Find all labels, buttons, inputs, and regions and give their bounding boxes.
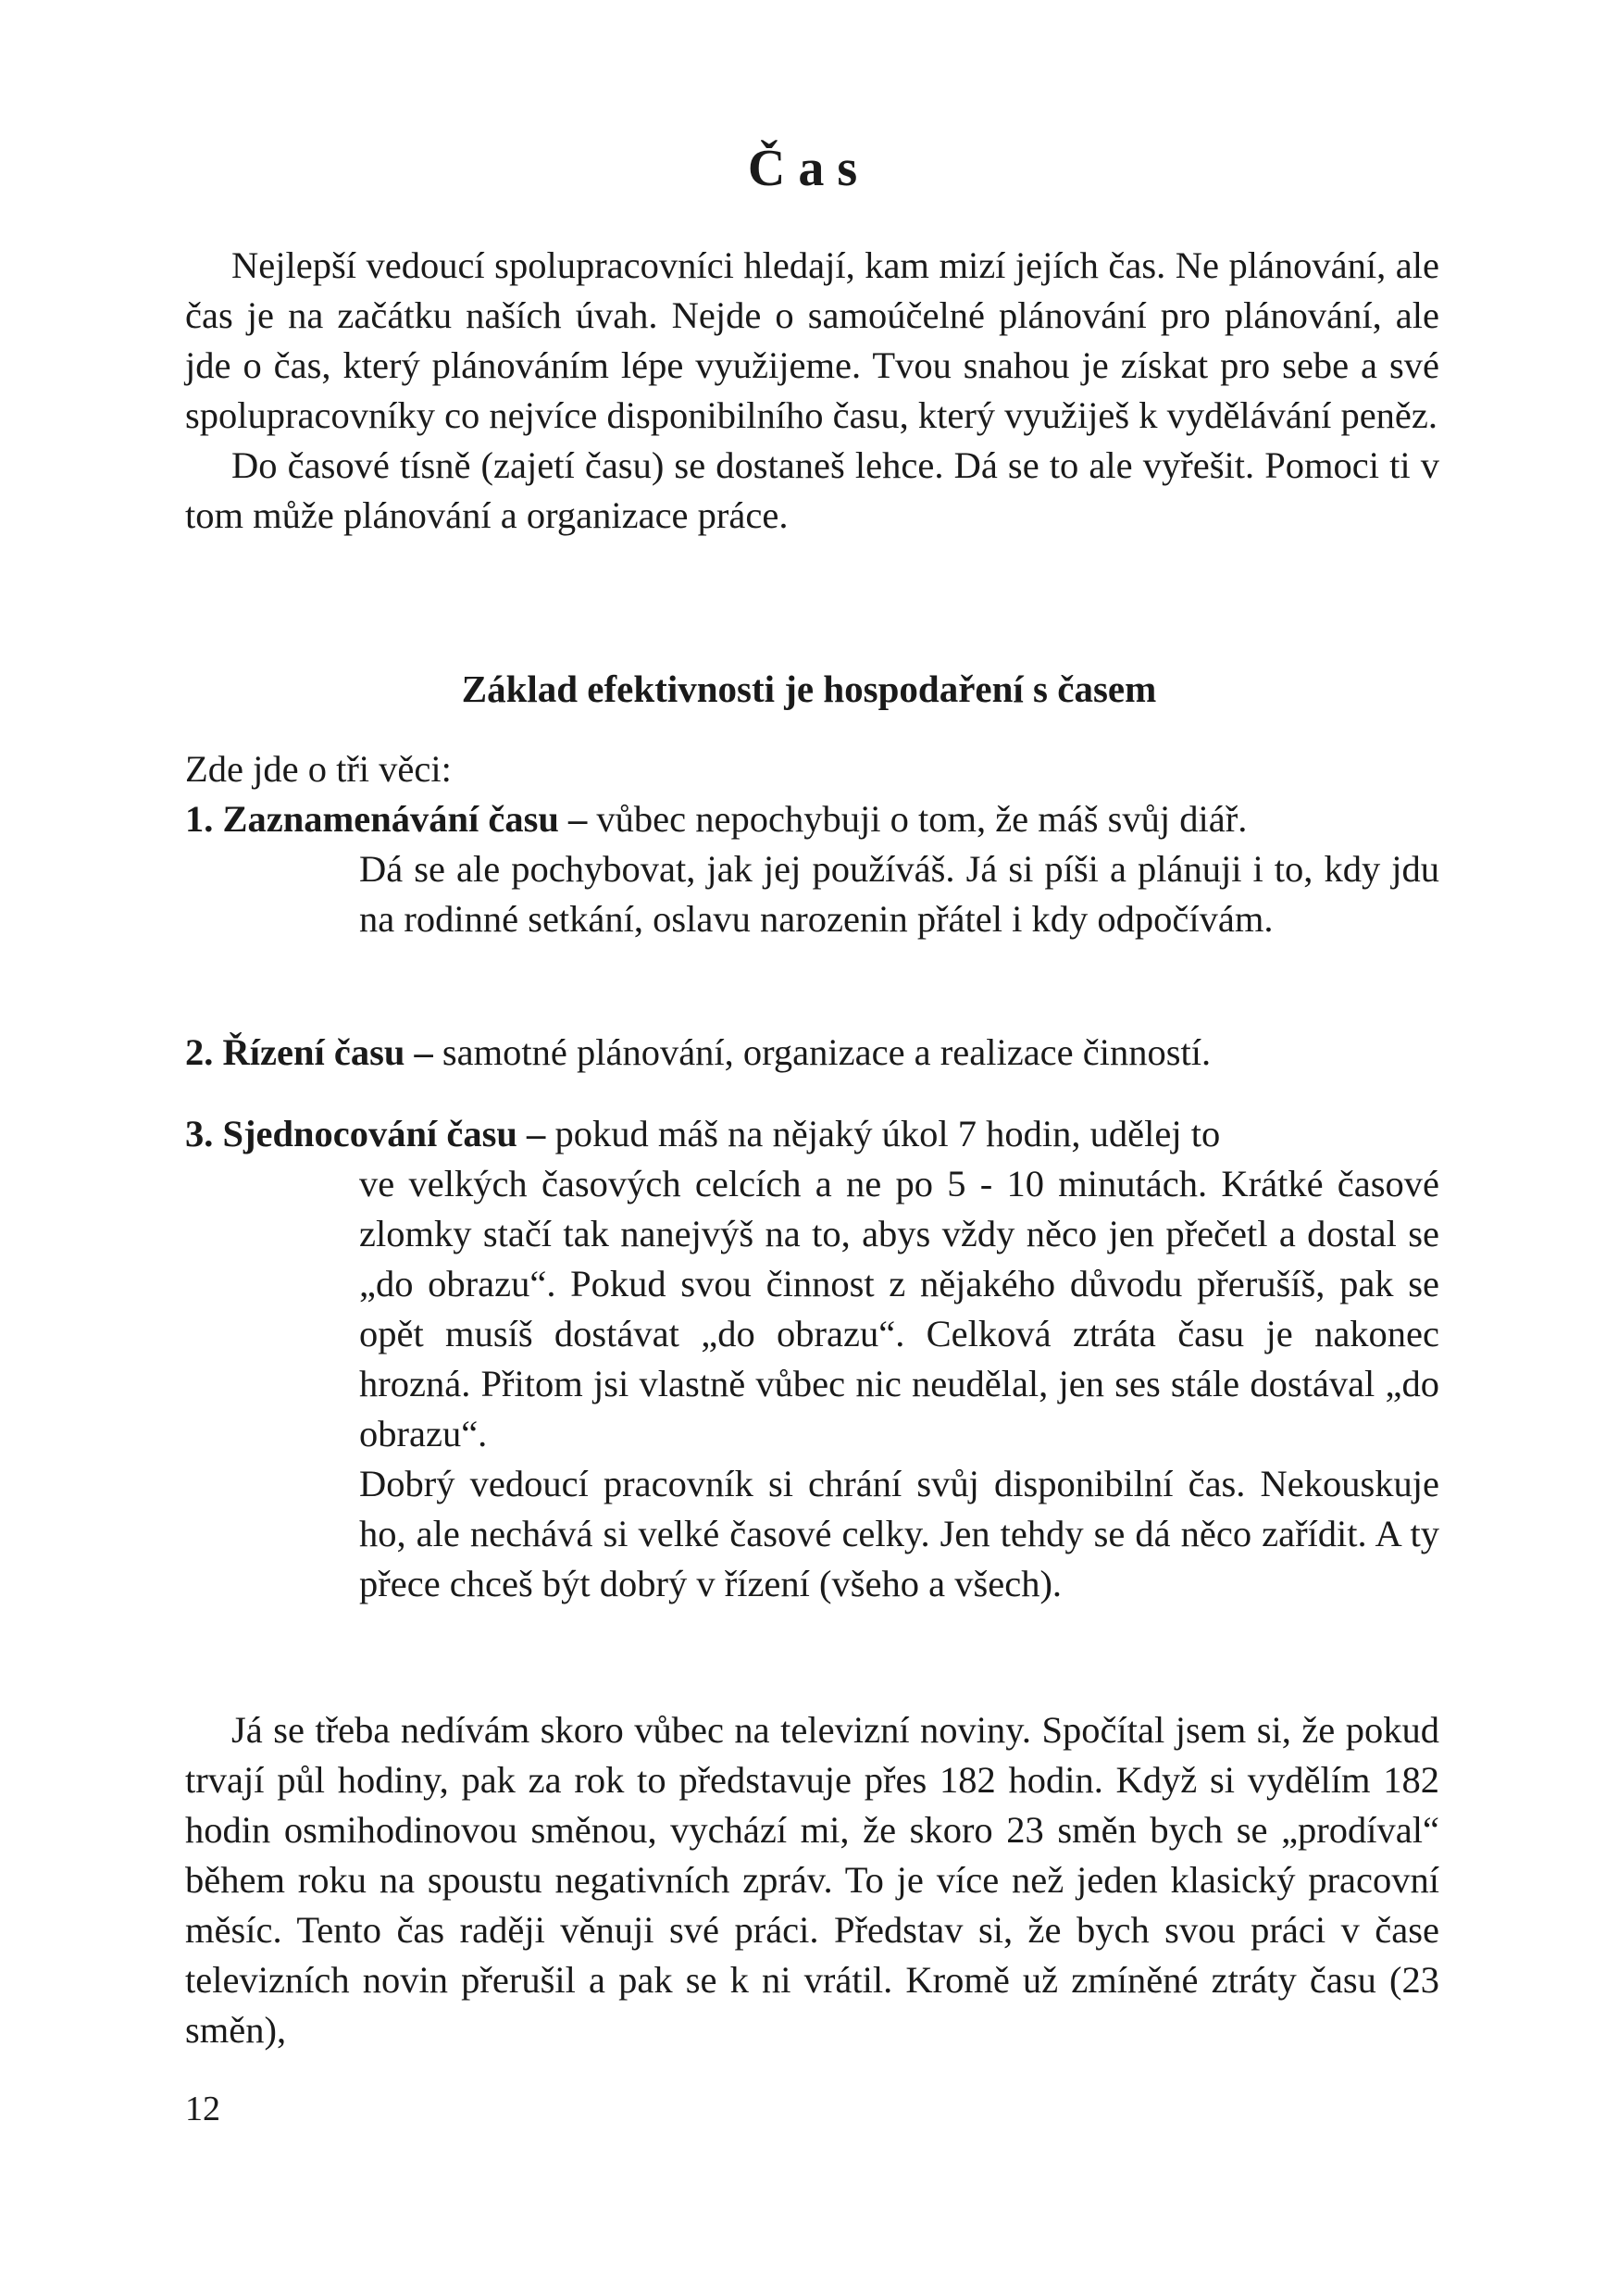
list-item-heading: 3. Sjednocování času – [185,1113,546,1154]
page-title: Čas [747,140,871,197]
intro-paragraph-2: Do časové tísně (zajetí času) se dostaneš lehce. Dá se to ale vyřešit. Pomoci ti v tom může plánování a organizace práce. [185,444,1439,536]
page-number: 12 [185,2090,220,2128]
intro-block [185,241,1439,541]
list-item [185,1028,1439,1078]
list-item [185,794,1439,944]
closing-paragraph: Já se třeba nedívám skoro vůbec na televizní noviny. Spočítal jsem si, že pokud trvají půl hodiny, pak za rok to představuje přes 182 hodin. Když si vydělím 182 hodin osmihodinovou směnou, vychází mi, že skoro 23 směn bych se „prodíval“ během roku na spoustu negativních zpráv. To je více než jeden klasický pracovní měsíc. Tento čas raději věnuji své práci. Představ si, že bych svou práci v čase televizních novin přerušil a pak se k ni vrátil. Kromě už zmíněné ztráty času (23 směn), [185,1709,1439,2051]
list-item-first-line: pokud máš na nějaký úkol 7 hodin, udělej to [545,1113,1221,1154]
section-lead: Zde jde o tři věci: [185,748,452,790]
numbered-list-2 [185,1028,1439,1078]
numbered-list-3 [185,1109,1439,1609]
list-item-continuation: ve velkých časových celcích a ne po 5 - 10 minutách. Krátké časové zlomky stačí tak nanejvýš na to, abys vždy něco jen přečetl a dostal se „do obrazu“. Pokud svou činnost z nějakého důvodu přerušíš, pak se opět musíš dostávat „do obrazu“. Celková ztráta času je nakonec hrozná. Přitom jsi vlastně vůbec nic neudělal, jen ses stále dostával „do obrazu“. [359,1163,1439,1454]
list-item [185,1109,1439,1609]
list-item-first-line: samotné plánování, organizace a realizace činností. [432,1031,1212,1073]
closing-block [185,1705,1439,2055]
intro-paragraph-1: Nejlepší vedoucí spolupracovníci hledají, kam mizí jejích čas. Ne plánování, ale čas je na začátku naších úvah. Nejde o samoúčelné plánování pro plánování, ale jde o čas, který plánováním lépe využijeme. Tvou snahou je získat pro sebe a své spolupracovníky co nejvíce disponibilního času, který využiješ k vydělávání peněz. [185,244,1439,436]
list-item-extra-paragraph: Dobrý vedoucí pracovník si chrání svůj disponibilní čas. Nekouskuje ho, ale nechává si velké časové celky. Jen tehdy se dá něco zařídit. A ty přece chceš být dobrý v řízení (všeho a všech). [359,1463,1439,1604]
list-item-continuation: Dá se ale pochybovat, jak jej používáš. Já si píši a plánuji i to, kdy jdu na rodinné setkání, oslavu narozenin přátel i kdy odpočívám. [359,848,1439,940]
list-item-heading: 2. Řízení času – [185,1031,433,1073]
list-item-heading: 1. Zaznamenávání času – [185,798,588,840]
numbered-list [185,794,1439,944]
list-item-first-line: vůbec nepochybuji o tom, že máš svůj diář. [587,798,1248,840]
section-heading: Základ efektivnosti je hospodaření s časem [461,668,1157,710]
